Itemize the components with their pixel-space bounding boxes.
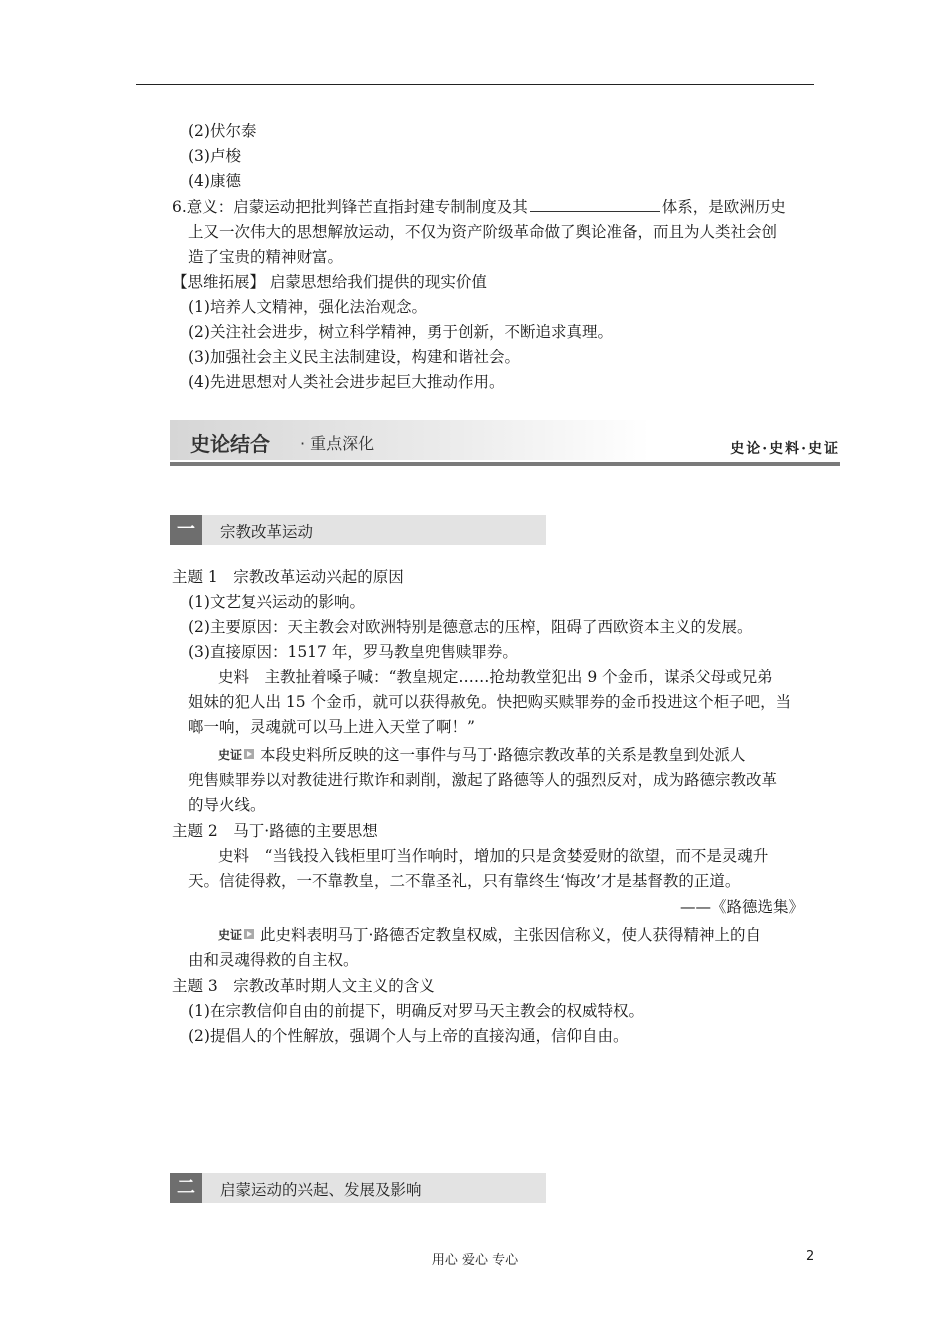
evidence-line: 兜售赎罪券以对教徒进行欺诈和剥削，激起了路德等人的强烈反对，成为路德宗教改革: [188, 771, 778, 789]
arrow-icon: [244, 749, 254, 759]
banner-subtitle: · 重点深化: [300, 434, 375, 453]
list-item: (2)主要原因：天主教会对欧洲特别是德意志的压榨，阻碍了西欧资本主义的发展。: [188, 618, 753, 636]
evidence-line: 的导火线。: [188, 796, 266, 814]
list-item: (3)卢梭: [188, 147, 241, 165]
list-item: (1)培养人文精神，强化法治观念。: [188, 298, 427, 316]
source-line: 天。信徒得救，一不靠教皇，二不靠圣礼，只有靠终生‘悔改’才是基督教的正道。: [188, 872, 741, 890]
banner-rule: [170, 462, 840, 466]
evidence-label: 史证: [218, 925, 254, 945]
header-rule: [136, 84, 814, 85]
paragraph-item6-line1: [172, 197, 786, 217]
paragraph-item6-line3: 造了宝贵的精神财富。: [188, 248, 344, 266]
section-number: 一: [170, 515, 202, 545]
theme2-heading: 主题 2 马丁·路德的主要思想: [172, 822, 378, 840]
banner-title: 史论结合: [190, 432, 270, 456]
fill-blank: [530, 197, 660, 212]
evidence-label: 史证: [218, 745, 254, 765]
section-number: 二: [170, 1173, 202, 1203]
evidence-line: 史证 此史料表明马丁·路德否定教皇权威，主张因信称义，使人获得精神上的自: [218, 926, 761, 944]
list-item: (1)文艺复兴运动的影响。: [188, 593, 365, 611]
list-item: (3)加强社会主义民主法制建设，构建和谐社会。: [188, 348, 520, 366]
page-number: 2: [806, 1249, 815, 1264]
list-item: (2)关注社会进步，树立科学精神，勇于创新，不断追求真理。: [188, 323, 613, 341]
section-title: 启蒙运动的兴起、发展及影响: [220, 1181, 422, 1199]
theme3-heading: 主题 3 宗教改革时期人文主义的含义: [172, 977, 435, 995]
source-line: 史料 主教扯着嗓子喊：“教皇规定……抢劫教堂犯出 9 个金币，谋杀父母或兄弟: [218, 668, 773, 686]
theme1-heading: 主题 1 宗教改革运动兴起的原因: [172, 568, 404, 586]
banner-right-label: 史论·史料·史证: [730, 441, 840, 457]
attribution: ——《路德选集》: [680, 898, 805, 916]
source-line: 史料 “当钱投入钱柜里叮当作响时，增加的只是贪婪爱财的欲望，而不是灵魂升: [218, 847, 769, 865]
list-item: (1)在宗教信仰自由的前提下，明确反对罗马天主教会的权威特权。: [188, 1002, 644, 1020]
list-item: (2)提倡人的个性解放，强调个人与上帝的直接沟通，信仰自由。: [188, 1027, 629, 1045]
arrow-icon: [244, 929, 254, 939]
footer-slogan: 用心 爱心 专心: [431, 1253, 519, 1268]
item6-part2: 体系，是欧洲历史: [661, 198, 786, 216]
section-header-1: [170, 515, 546, 545]
list-item: (4)先进思想对人类社会进步起巨大推动作用。: [188, 373, 505, 391]
expansion-heading: 【思维拓展】 启蒙思想给我们提供的现实价值: [172, 273, 487, 291]
list-item: (4)康德: [188, 172, 241, 190]
evidence-line: 史证 本段史料所反映的这一事件与马丁·路德宗教改革的关系是教皇到处派人: [218, 746, 746, 764]
paragraph-item6-line2: 上又一次伟大的思想解放运动，不仅为资产阶级革命做了舆论准备，而且为人类社会创: [188, 223, 778, 241]
source-line: 啷一响，灵魂就可以马上进入天堂了啊！”: [188, 718, 475, 736]
list-item: (3)直接原因：1517 年，罗马教皇兜售赎罪券。: [188, 643, 518, 661]
section-title: 宗教改革运动: [220, 523, 314, 541]
source-line: 姐妹的犯人出 15 个金币，就可以获得赦免。快把购买赎罪券的金币投进这个柜子吧，当: [188, 693, 792, 711]
evidence-line: 由和灵魂得救的自主权。: [188, 951, 359, 969]
section-header-2: [170, 1173, 546, 1203]
item6-part1: 6.意义：启蒙运动把批判锋芒直指封建专制制度及其: [172, 198, 528, 216]
section-banner: [170, 420, 840, 468]
list-item: (2)伏尔泰: [188, 122, 257, 140]
